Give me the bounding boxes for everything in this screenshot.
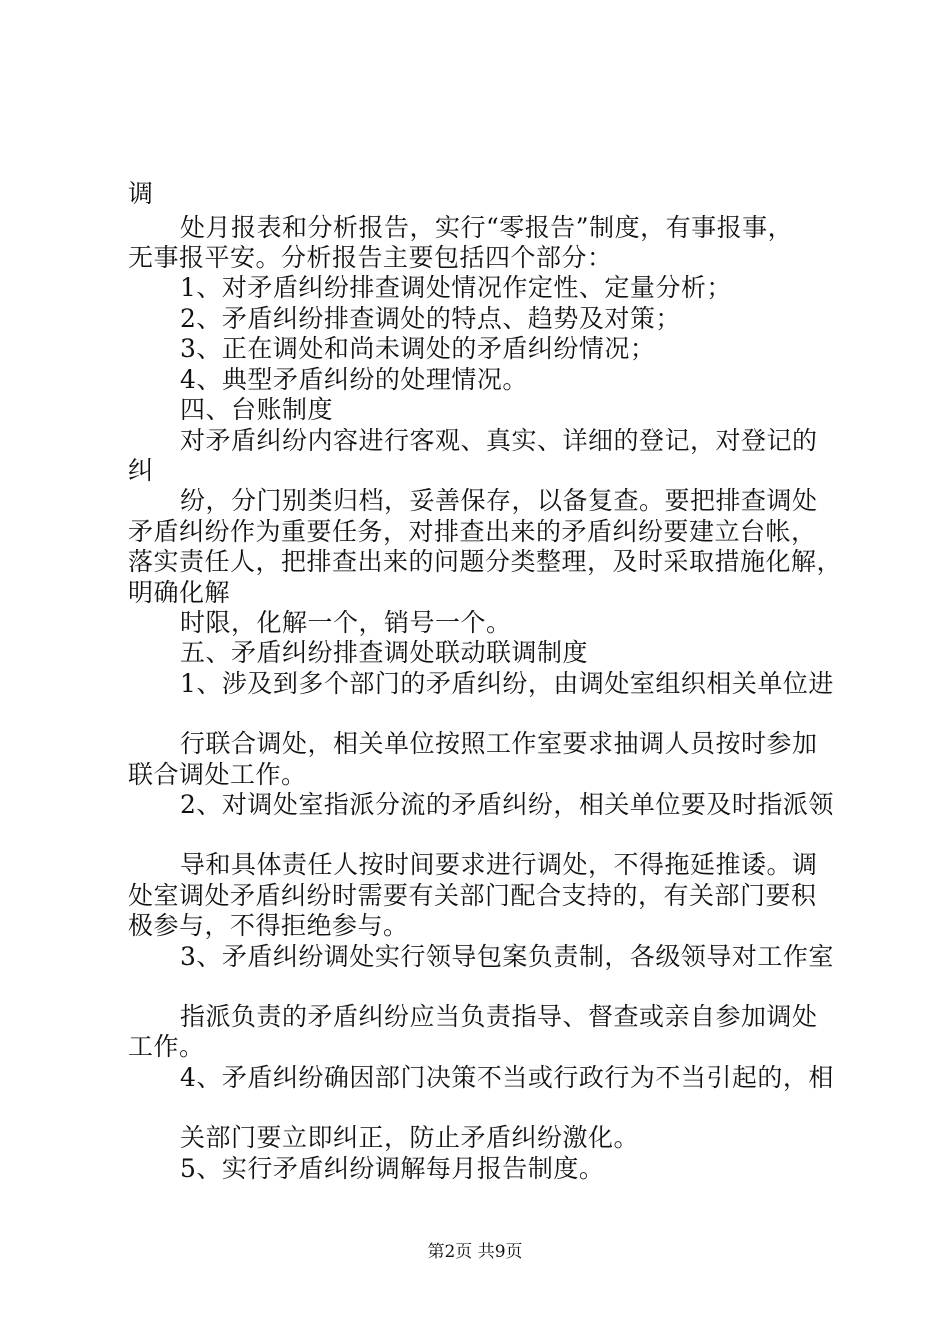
- text-line: 纷，分门别类归档，妥善保存，以备复查。要把排查调处: [180, 486, 818, 515]
- text-line: 落实责任人，把排查出来的问题分类整理，及时采取措施化解，: [128, 547, 843, 576]
- text-line: 导和具体责任人按时间要求进行调处，不得拖延推诿。调: [180, 850, 818, 879]
- text-line: 极参与，不得拒绝参与。: [128, 911, 409, 940]
- text-line: 工作。: [128, 1032, 205, 1061]
- text-line: 处室调处矛盾纠纷时需要有关部门配合支持的，有关部门要积: [128, 881, 817, 910]
- text-line: 4、典型矛盾纠纷的处理情况。: [180, 365, 528, 394]
- text-line: 矛盾纠纷作为重要任务，对排查出来的矛盾纠纷要建立台帐，: [128, 517, 817, 546]
- text-line: 5、实行矛盾纠纷调解每月报告制度。: [180, 1154, 605, 1183]
- section-heading: 四、台账制度: [180, 395, 334, 424]
- text-line: 纠: [128, 456, 154, 485]
- text-line: 联合调处工作。: [128, 760, 307, 789]
- text-line: 3、正在调处和尚未调处的矛盾纠纷情况；: [180, 334, 656, 363]
- text-line: 时限，化解一个，销号一个。: [180, 608, 512, 637]
- text-line: 3、矛盾纠纷调处实行领导包案负责制，各级领导对工作室: [180, 942, 834, 971]
- text-line: 1、涉及到多个部门的矛盾纠纷，由调处室组织相关单位进: [180, 669, 834, 698]
- text-line: 对矛盾纠纷内容进行客观、真实、详细的登记，对登记的: [180, 426, 818, 455]
- text-line: 指派负责的矛盾纠纷应当负责指导、督查或亲自参加调处: [180, 1002, 818, 1031]
- text-line: 行联合调处，相关单位按照工作室要求抽调人员按时参加: [180, 729, 818, 758]
- text-line: 2、矛盾纠纷排查调处的特点、趋势及对策；: [180, 304, 681, 333]
- section-heading: 五、矛盾纠纷排查调处联动联调制度: [180, 638, 589, 667]
- text-line: 2、对调处室指派分流的矛盾纠纷，相关单位要及时指派领: [180, 790, 834, 819]
- text-line: 处月报表和分析报告，实行“零报告”制度，有事报事，: [180, 213, 794, 242]
- text-line: 明确化解: [128, 578, 231, 607]
- text-line: 4、矛盾纠纷确因部门决策不当或行政行为不当引起的，相: [180, 1063, 834, 1092]
- text-line: 1、对矛盾纠纷排查调处情况作定性、定量分析；: [180, 273, 732, 302]
- page-footer: 第2页 共9页: [427, 1242, 523, 1262]
- text-line: 调: [128, 179, 154, 208]
- text-line: 关部门要立即纠正，防止矛盾纠纷激化。: [180, 1123, 640, 1152]
- text-line: 无事报平安。分析报告主要包括四个部分：: [128, 243, 613, 272]
